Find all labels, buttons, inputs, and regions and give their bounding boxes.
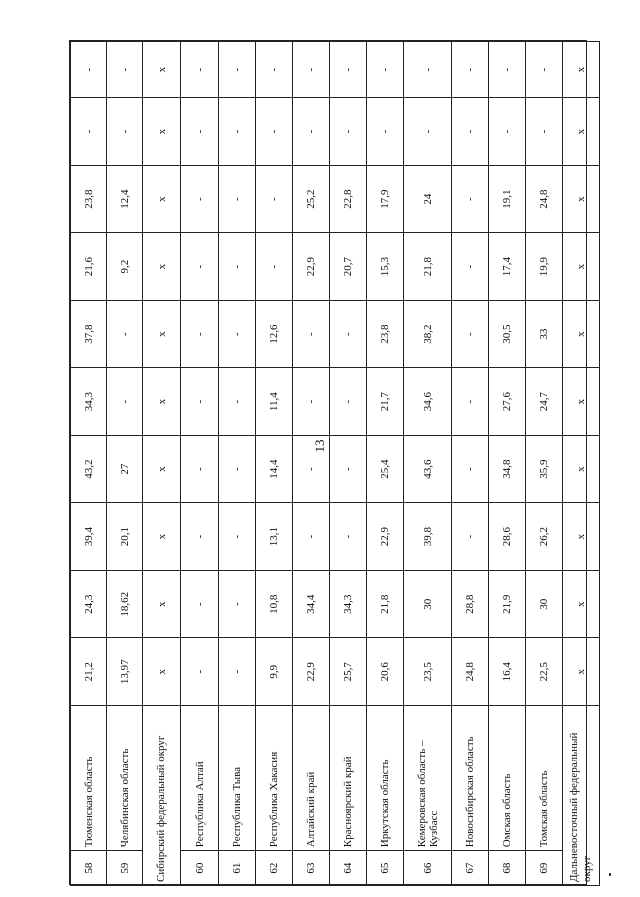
value-cell: 38,2 (404, 300, 452, 368)
value-cell: - (330, 368, 367, 436)
value-cell: - (219, 503, 256, 571)
row-number: 69 (526, 851, 563, 886)
value-cell: 34,4 (293, 570, 330, 638)
value-cell: 22,9 (367, 503, 404, 571)
value-cell: 30,5 (489, 300, 526, 368)
row-number: 66 (404, 851, 452, 886)
value-cell: - (330, 42, 367, 98)
table-row (181, 42, 219, 886)
value-cell: 23,5 (404, 638, 452, 706)
value-cell: 34,6 (404, 368, 452, 436)
table-row (367, 42, 404, 886)
rotated-table-container (70, 41, 593, 886)
value-cell: - (452, 42, 489, 98)
value-cell: 22,5 (526, 638, 563, 706)
scan-dot (609, 873, 611, 876)
table-row (71, 42, 107, 886)
value-cell: - (526, 42, 563, 98)
value-cell: 22,9 (293, 638, 330, 706)
value-cell: - (330, 503, 367, 571)
value-cell: 17,4 (489, 233, 526, 301)
value-cell: 15,3 (367, 233, 404, 301)
federal-district-name: Сибирский федеральный округ (143, 705, 181, 885)
value-cell: - (293, 435, 330, 503)
region-name: Тюменская область (71, 705, 107, 850)
value-cell: - (330, 435, 367, 503)
value-cell: х (563, 165, 600, 233)
value-cell: х (143, 300, 181, 368)
value-cell: 24,8 (526, 165, 563, 233)
value-cell: 19,9 (526, 233, 563, 301)
value-cell: 27,6 (489, 368, 526, 436)
value-cell: - (181, 98, 219, 166)
value-cell: х (563, 570, 600, 638)
value-cell: 34,3 (71, 368, 107, 436)
value-cell: 17,9 (367, 165, 404, 233)
value-cell: 12,4 (107, 165, 143, 233)
table-row (452, 42, 489, 886)
value-cell: 14,4 (256, 435, 293, 503)
value-cell: - (489, 42, 526, 98)
row-number: 65 (367, 851, 404, 886)
regional-data-table (70, 41, 600, 886)
federal-district-name: Дальневосточный федеральный округ (563, 705, 600, 885)
value-cell: - (330, 98, 367, 166)
value-cell: х (563, 435, 600, 503)
value-cell: х (563, 638, 600, 706)
value-cell: - (452, 503, 489, 571)
value-cell: - (107, 300, 143, 368)
value-cell: - (452, 300, 489, 368)
value-cell: - (452, 435, 489, 503)
table-row (219, 42, 256, 886)
region-name: Республика Тыва (219, 705, 256, 850)
value-cell: 43,6 (404, 435, 452, 503)
value-cell: 20,1 (107, 503, 143, 571)
table-row (489, 42, 526, 886)
value-cell: х (143, 503, 181, 571)
value-cell: 28,8 (452, 570, 489, 638)
value-cell: - (256, 42, 293, 98)
value-cell: - (219, 300, 256, 368)
value-cell: - (71, 98, 107, 166)
value-cell: 23,8 (367, 300, 404, 368)
region-name: Красноярский край (330, 705, 367, 850)
row-number: 60 (181, 851, 219, 886)
value-cell: 18,62 (107, 570, 143, 638)
value-cell: х (563, 233, 600, 301)
value-cell: 34,8 (489, 435, 526, 503)
value-cell: 39,8 (404, 503, 452, 571)
value-cell: 9,2 (107, 233, 143, 301)
value-cell: х (563, 503, 600, 571)
value-cell: 19,1 (489, 165, 526, 233)
value-cell: 24,3 (71, 570, 107, 638)
value-cell: - (293, 42, 330, 98)
value-cell: 24,7 (526, 368, 563, 436)
value-cell: х (563, 98, 600, 166)
row-number: 68 (489, 851, 526, 886)
value-cell: - (219, 42, 256, 98)
value-cell: 25,7 (330, 638, 367, 706)
table-row (404, 42, 452, 886)
value-cell: 21,9 (489, 570, 526, 638)
value-cell: - (330, 300, 367, 368)
value-cell: 21,6 (71, 233, 107, 301)
value-cell: 28,6 (489, 503, 526, 571)
value-cell: х (143, 165, 181, 233)
value-cell: 11,4 (256, 368, 293, 436)
value-cell: - (181, 368, 219, 436)
value-cell: - (71, 42, 107, 98)
value-cell: - (219, 233, 256, 301)
value-cell: 26,2 (526, 503, 563, 571)
value-cell: 21,7 (367, 368, 404, 436)
value-cell: - (489, 98, 526, 166)
data-table-frame (69, 40, 593, 885)
page-number: 13 (312, 439, 327, 453)
value-cell: 25,2 (293, 165, 330, 233)
value-cell: 22,9 (293, 233, 330, 301)
value-cell: - (256, 233, 293, 301)
value-cell: - (219, 98, 256, 166)
row-number: 62 (256, 851, 293, 886)
federal-district-row (563, 42, 600, 886)
value-cell: - (293, 300, 330, 368)
region-name: Челябинская область (107, 705, 143, 850)
value-cell: 12,6 (256, 300, 293, 368)
row-number: 63 (293, 851, 330, 886)
value-cell: 30 (404, 570, 452, 638)
value-cell: 21,8 (404, 233, 452, 301)
value-cell: 20,6 (367, 638, 404, 706)
value-cell: - (256, 98, 293, 166)
value-cell: - (219, 435, 256, 503)
value-cell: - (404, 42, 452, 98)
value-cell: х (143, 98, 181, 166)
value-cell: 13,97 (107, 638, 143, 706)
value-cell: х (143, 638, 181, 706)
row-number: 61 (219, 851, 256, 886)
value-cell: 25,4 (367, 435, 404, 503)
value-cell: 21,8 (367, 570, 404, 638)
value-cell: - (452, 368, 489, 436)
row-number: 58 (71, 851, 107, 886)
region-name: Республика Алтай (181, 705, 219, 850)
value-cell: 16,4 (489, 638, 526, 706)
value-cell: - (219, 638, 256, 706)
value-cell: х (143, 368, 181, 436)
value-cell: - (256, 165, 293, 233)
table-row (107, 42, 143, 886)
value-cell: - (452, 165, 489, 233)
table-body (71, 42, 600, 886)
value-cell: 24,8 (452, 638, 489, 706)
value-cell: 13,1 (256, 503, 293, 571)
value-cell: - (219, 368, 256, 436)
value-cell: х (563, 42, 600, 98)
value-cell: - (181, 503, 219, 571)
value-cell: 37,8 (71, 300, 107, 368)
value-cell: х (143, 435, 181, 503)
value-cell: - (181, 42, 219, 98)
value-cell: 27 (107, 435, 143, 503)
value-cell: - (526, 98, 563, 166)
row-number: 64 (330, 851, 367, 886)
region-name: Новосибирская область (452, 705, 489, 850)
region-name: Кемеровская область – Кузбасс (404, 705, 452, 850)
region-name: Иркутская область (367, 705, 404, 850)
value-cell: - (107, 98, 143, 166)
value-cell: х (143, 233, 181, 301)
value-cell: 21,2 (71, 638, 107, 706)
value-cell: 35,9 (526, 435, 563, 503)
value-cell: - (107, 368, 143, 436)
value-cell: х (143, 42, 181, 98)
value-cell: - (452, 233, 489, 301)
value-cell: - (293, 98, 330, 166)
value-cell: - (181, 638, 219, 706)
value-cell: 24 (404, 165, 452, 233)
value-cell: - (452, 98, 489, 166)
region-name: Алтайский край (293, 705, 330, 850)
value-cell: - (293, 503, 330, 571)
value-cell: - (219, 165, 256, 233)
value-cell: - (181, 233, 219, 301)
value-cell: - (367, 98, 404, 166)
value-cell: - (404, 98, 452, 166)
value-cell: - (367, 42, 404, 98)
table-row (330, 42, 367, 886)
value-cell: 22,8 (330, 165, 367, 233)
row-number: 59 (107, 851, 143, 886)
value-cell: 34,3 (330, 570, 367, 638)
value-cell: х (563, 368, 600, 436)
value-cell: 23,8 (71, 165, 107, 233)
value-cell: - (181, 300, 219, 368)
value-cell: 10,8 (256, 570, 293, 638)
value-cell: - (181, 165, 219, 233)
federal-district-row (143, 42, 181, 886)
value-cell: 9,9 (256, 638, 293, 706)
value-cell: - (107, 42, 143, 98)
table-row (526, 42, 563, 886)
value-cell: - (293, 368, 330, 436)
value-cell: 30 (526, 570, 563, 638)
region-name: Омская область (489, 705, 526, 850)
value-cell: - (181, 570, 219, 638)
value-cell: 39,4 (71, 503, 107, 571)
value-cell: - (219, 570, 256, 638)
value-cell: х (563, 300, 600, 368)
row-number: 67 (452, 851, 489, 886)
table-row (293, 42, 330, 886)
value-cell: - (181, 435, 219, 503)
value-cell: х (143, 570, 181, 638)
value-cell: 33 (526, 300, 563, 368)
value-cell: 20,7 (330, 233, 367, 301)
region-name: Республика Хакасия (256, 705, 293, 850)
table-row (256, 42, 293, 886)
region-name: Томская область (526, 705, 563, 850)
value-cell: 43,2 (71, 435, 107, 503)
